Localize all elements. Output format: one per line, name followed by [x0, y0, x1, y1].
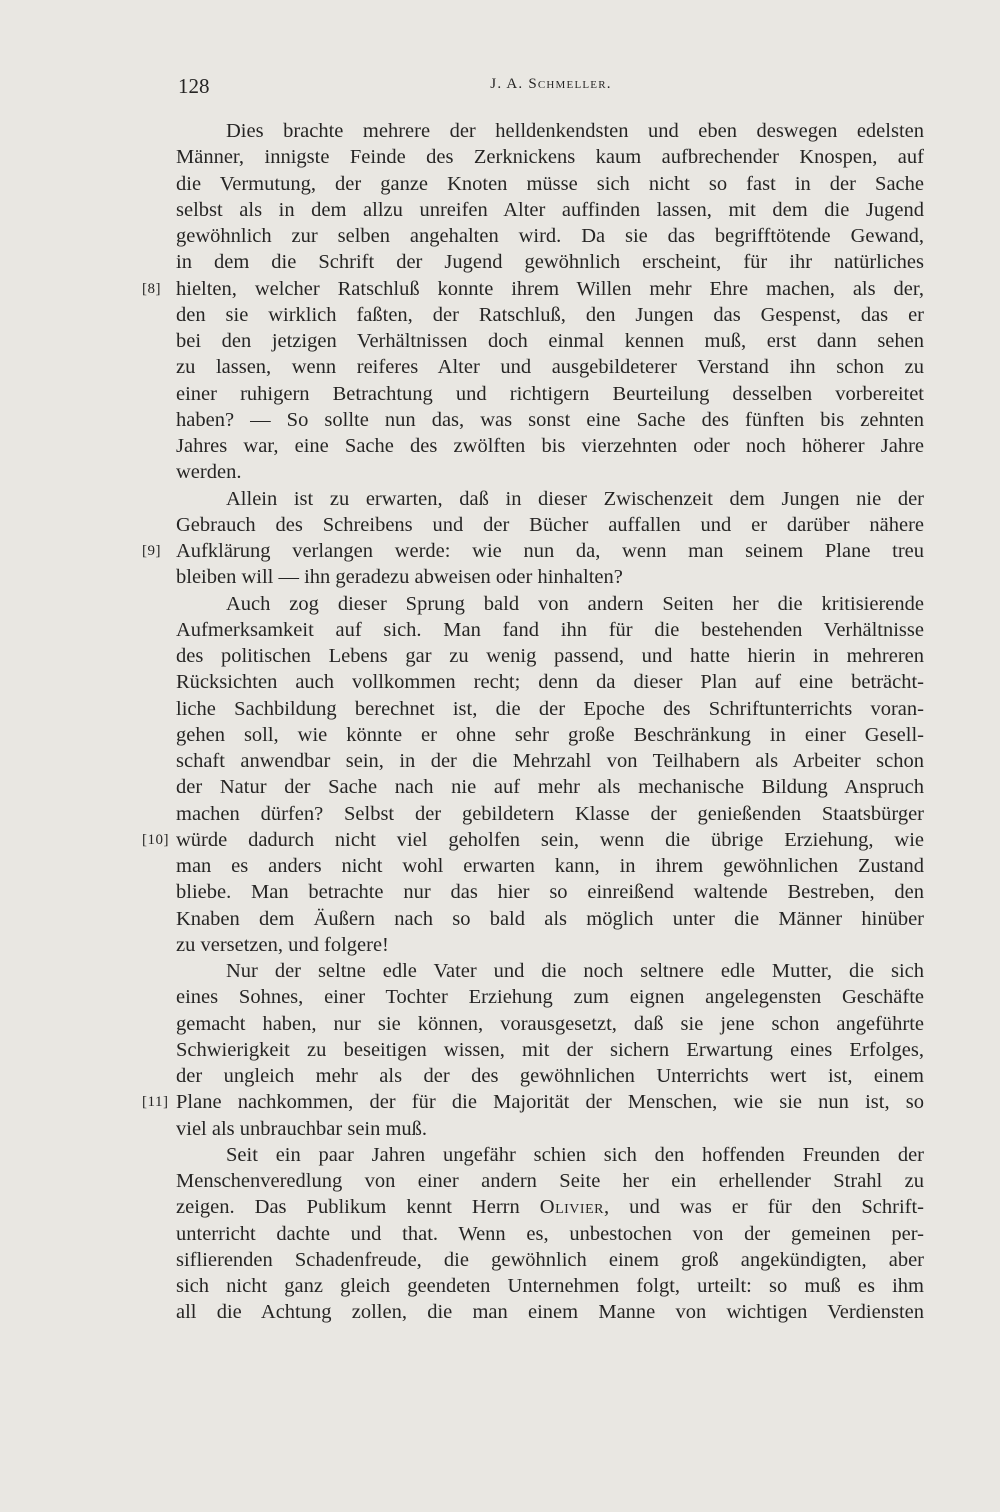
line-text: machen dürfen? Selbst der gebildetern Klasse der genießenden Staatsbürger	[176, 802, 924, 825]
running-head: J. A. Schmeller.	[490, 76, 612, 92]
text-line	[176, 564, 924, 590]
text-line	[176, 774, 924, 800]
text-line	[176, 328, 924, 354]
text-line	[176, 1011, 924, 1037]
line-text: des politischen Lebens gar zu wenig passend, und hatte hierin in mehreren	[176, 645, 924, 667]
line-text: würde dadurch nicht viel geholfen sein, wenn die übrige Erziehung, wie	[176, 828, 924, 851]
text-line	[176, 354, 924, 380]
line-text: Aufklärung verlangen werde: wie nun da, wenn man seinem Plane treu	[176, 540, 924, 562]
line-text: die Vermutung, der ganze Knoten müsse sich nicht so fast in der Sache	[176, 172, 924, 195]
line-text: in dem die Schrift der Jugend gewöhnlich erscheint, für ihr natürliches	[176, 251, 924, 274]
text-line	[176, 171, 924, 197]
text-line	[176, 1037, 924, 1063]
body-text	[142, 118, 924, 1326]
page-header	[178, 74, 924, 100]
line-text: Allein ist zu erwarten, daß in dieser Zwischenzeit dem Jungen nie der	[226, 487, 924, 510]
text-line	[176, 407, 924, 433]
line-text: selbst als in dem allzu unreifen Alter auffinden lassen, mit dem die Jugend	[176, 198, 924, 221]
line-text: einer ruhigern Betrachtung und richtigern Beurteilung desselben vorbereitet	[176, 382, 924, 405]
line-text: siflierenden Schadenfreude, die gewöhnlich einem groß angekündigten, aber	[176, 1248, 924, 1271]
text-line	[176, 381, 924, 407]
line-text: Jahres war, eine Sache des zwölften bis vierzehnten oder noch höherer Jahre	[176, 435, 924, 457]
text-line	[176, 906, 924, 932]
line-text: zu lassen, wenn reiferes Alter und ausgebildeterer Verstand ihn schon zu	[176, 356, 924, 379]
text-line	[176, 748, 924, 774]
text-line	[176, 459, 924, 485]
text-line	[176, 512, 924, 538]
text-line	[176, 1194, 924, 1220]
text-line	[176, 801, 924, 827]
line-text: den sie wirklich faßten, der Ratschluß, den Jungen das Gespenst, das er	[176, 303, 924, 326]
text-line	[176, 197, 924, 223]
text-line	[176, 144, 924, 170]
line-text: Knaben dem Äußern nach so bald als möglich unter die Männer hinüber	[176, 907, 924, 930]
text-line	[176, 669, 924, 695]
text-line	[176, 486, 924, 512]
line-text: eines Sohnes, einer Tochter Erziehung zum eignen angelegensten Geschäfte	[176, 986, 924, 1009]
text-line	[176, 722, 924, 748]
line-text-part: , und was er für den Schrift-	[603, 1196, 924, 1219]
line-text: unterricht dachte und that. Wenn es, unbestochen von der gemeinen per-	[176, 1222, 924, 1245]
line-text: Nur der seltne edle Vater und die noch seltnere edle Mutter, die sich	[226, 960, 924, 982]
person-name-small-caps: Olivier	[539, 1196, 604, 1219]
text-line	[176, 118, 924, 144]
text-line	[176, 932, 924, 958]
text-line	[176, 958, 924, 984]
text-line	[176, 433, 924, 459]
line-text: werden.	[176, 461, 242, 484]
line-text: bleiben will — ihn geradezu abweisen oder hinhalten?	[176, 566, 623, 589]
line-text: Aufmerksamkeit auf sich. Man fand ihn für die bestehenden Verhältnisse	[176, 618, 924, 641]
line-text: bliebe. Man betrachte nur das hier so einreißend waltende Bestreben, den	[176, 881, 924, 904]
text-line	[142, 538, 924, 564]
line-text: Gebrauch des Schreibens und der Bücher auffallen und er darüber nähere	[176, 513, 924, 536]
line-text: gewöhnlich zur selben angehalten wird. Da sie das begrifftötende Gewand,	[176, 225, 924, 247]
text-line	[176, 1247, 924, 1273]
text-line	[176, 1168, 924, 1194]
line-text: Menschenveredlung von einer andern Seite her ein erhellender Strahl zu	[176, 1170, 924, 1192]
line-text: Auch zog dieser Sprung bald von andern Seiten her die kritisierende	[226, 592, 924, 615]
line-text: Dies brachte mehrere der helldenkendsten und eben deswegen edelsten	[226, 120, 924, 142]
line-text: schaft anwendbar sein, in der die Mehrzahl von Teilhabern als Arbeiter schon	[176, 750, 924, 772]
text-line	[176, 984, 924, 1010]
text-line	[176, 1142, 924, 1168]
text-line	[176, 302, 924, 328]
line-text	[176, 1194, 924, 1220]
line-text: Seit ein paar Jahren ungefähr schien sich den hoffenden Freunden der	[226, 1143, 924, 1166]
margin-line-marker: [8]	[142, 280, 161, 297]
margin-line-marker: [11]	[142, 1094, 169, 1111]
line-text: man es anders nicht wohl erwarten kann, in ihrem gewöhnlichen Zustand	[176, 855, 924, 877]
margin-line-marker: [10]	[142, 831, 169, 848]
line-text: viel als unbrauchbar sein muß.	[176, 1117, 428, 1140]
text-line	[176, 249, 924, 275]
line-text: zu versetzen, und folgere!	[176, 933, 389, 956]
line-text: hielten, welcher Ratschluß konnte ihrem Willen mehr Ehre machen, als der,	[176, 277, 924, 300]
line-text: Männer, innigste Feinde des Zerknickens kaum aufbrechender Knospen, auf	[176, 146, 924, 169]
text-line	[176, 1273, 924, 1299]
line-text: Rücksichten auch vollkommen recht; denn da dieser Plan auf eine beträcht-	[176, 671, 924, 694]
text-line	[176, 879, 924, 905]
line-text: haben? — So sollte nun das, was sonst eine Sache des fünften bis zehnten	[176, 408, 924, 431]
text-line	[176, 223, 924, 249]
text-line	[176, 643, 924, 669]
line-text: sich nicht ganz gleich geendeten Unternehmen folgt, urteilt: so muß es ihm	[176, 1275, 924, 1297]
line-text: Schwierigkeit zu beseitigen wissen, mit der sichern Erwartung eines Erfolges,	[176, 1038, 924, 1061]
line-text: Plane nachkommen, der für die Majorität der Menschen, wie sie nun ist, so	[176, 1091, 924, 1114]
text-line	[176, 617, 924, 643]
line-text: all die Achtung zollen, die man einem Manne von wichtigen Verdiensten	[176, 1301, 924, 1324]
line-text-part: zeigen. Das Publikum kennt Herrn	[176, 1196, 540, 1219]
text-line	[176, 1116, 924, 1142]
line-text: bei den jetzigen Verhältnissen doch einmal kennen muß, erst dann sehen	[176, 330, 924, 352]
line-text: der ungleich mehr als der des gewöhnlichen Unterrichts wert ist, einem	[176, 1065, 924, 1087]
line-text: gemacht haben, nur sie können, vorausgesetzt, daß sie jene schon angeführte	[176, 1012, 924, 1035]
text-line	[176, 853, 924, 879]
text-line	[142, 827, 924, 853]
line-text: gehen soll, wie könnte er ohne sehr große Beschränkung in einer Gesell-	[176, 723, 924, 746]
margin-line-marker: [9]	[142, 543, 161, 559]
line-text: liche Sachbildung berechnet ist, die der Epoche des Schriftunterrichts voran-	[176, 697, 924, 720]
text-line	[176, 1063, 924, 1089]
text-line	[142, 276, 924, 302]
text-line	[176, 696, 924, 722]
text-line	[142, 1089, 924, 1115]
text-line	[176, 591, 924, 617]
text-line	[176, 1221, 924, 1247]
text-line	[176, 1299, 924, 1325]
line-text: der Natur der Sache nach nie auf mehr als mechanische Bildung Anspruch	[176, 776, 924, 799]
page-number: 128	[178, 74, 210, 98]
